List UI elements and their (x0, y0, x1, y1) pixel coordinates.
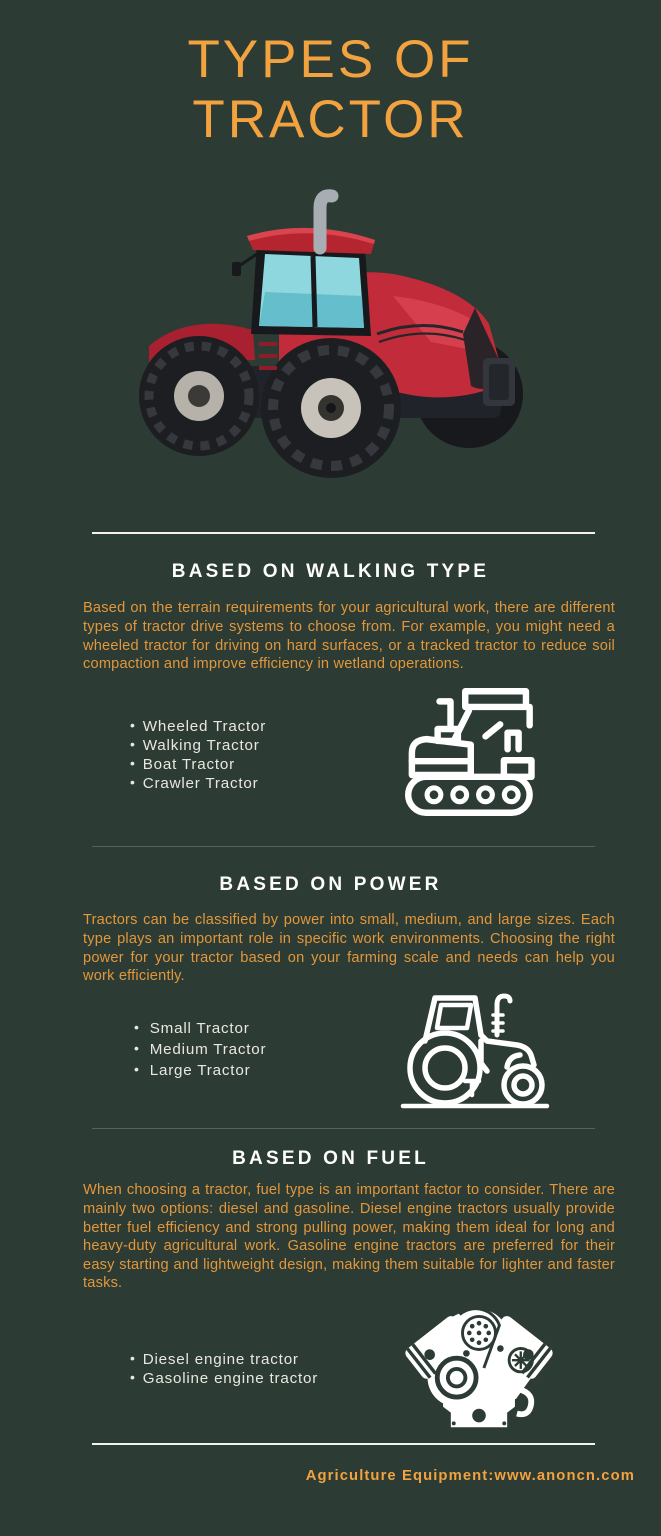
section-body: Based on the terrain requirements for your agricultural work, there are different types of tractor drive systems to choose from. For example, you might need a wheeled tractor for driving on hard surfaces, or a tracked tractor to reduce soil compaction and improve efficiency in wetland operations. (83, 600, 615, 673)
walking-type-list (130, 717, 266, 793)
section-body: When choosing a tractor, fuel type is an important factor to consider. There are mainly two options: diesel and gasoline. Diesel engine tractors usually provide better fuel efficiency and strong pulling power, making them ideal for long and heavy-duty agricultural work. Gasoline engine tractors are preferred for their easy starting and lightweight design, making them suitable for lighter and faster tasks. (83, 1182, 615, 1292)
section-fuel (0, 1147, 661, 1437)
red-tractor-image (131, 184, 531, 482)
section-walking-type (0, 560, 661, 823)
power-list (134, 1018, 266, 1081)
section-heading: BASED ON FUEL (232, 1148, 429, 1170)
section-power (0, 873, 661, 1113)
crawler-tractor-icon (399, 683, 537, 826)
hero-tractor-photo (131, 184, 531, 482)
fuel-row (0, 1301, 661, 1437)
divider-bottom (92, 1443, 595, 1445)
page-title-line2: TRACTOR (192, 90, 469, 149)
fuel-list (130, 1350, 318, 1388)
power-row (0, 986, 661, 1114)
footer-text: Agriculture Equipment:www.anoncn.com (305, 1468, 635, 1485)
section-heading: BASED ON WALKING TYPE (171, 561, 490, 583)
list-item: • Medium Tractor (134, 1039, 266, 1060)
divider-top (92, 532, 595, 534)
engine-icon (405, 1298, 553, 1439)
list-item: • Gasoline engine tractor (130, 1369, 318, 1388)
list-item: • Walking Tractor (130, 736, 266, 755)
list-item: • Diesel engine tractor (130, 1350, 318, 1369)
list-item: • Crawler Tractor (130, 774, 266, 793)
tractor-outline-icon (395, 983, 555, 1116)
walking-type-row (0, 686, 661, 824)
list-item: • Wheeled Tractor (130, 717, 266, 736)
section-body: Tractors can be classified by power into small, medium, and large sizes. Each type plays an important role in specific work environments. Choosing the right power for your tractor based on your farming scale and needs can help you work efficiently. (83, 912, 615, 985)
list-item: • Boat Tractor (130, 755, 266, 774)
divider-walking-power (92, 846, 595, 848)
list-item: • Large Tractor (134, 1060, 266, 1081)
divider-power-fuel (92, 1128, 595, 1130)
section-heading: BASED ON POWER (219, 874, 442, 896)
page-title-line1: TYPES OF (187, 30, 474, 89)
page-title (0, 0, 661, 150)
list-item: • Small Tractor (134, 1018, 266, 1039)
